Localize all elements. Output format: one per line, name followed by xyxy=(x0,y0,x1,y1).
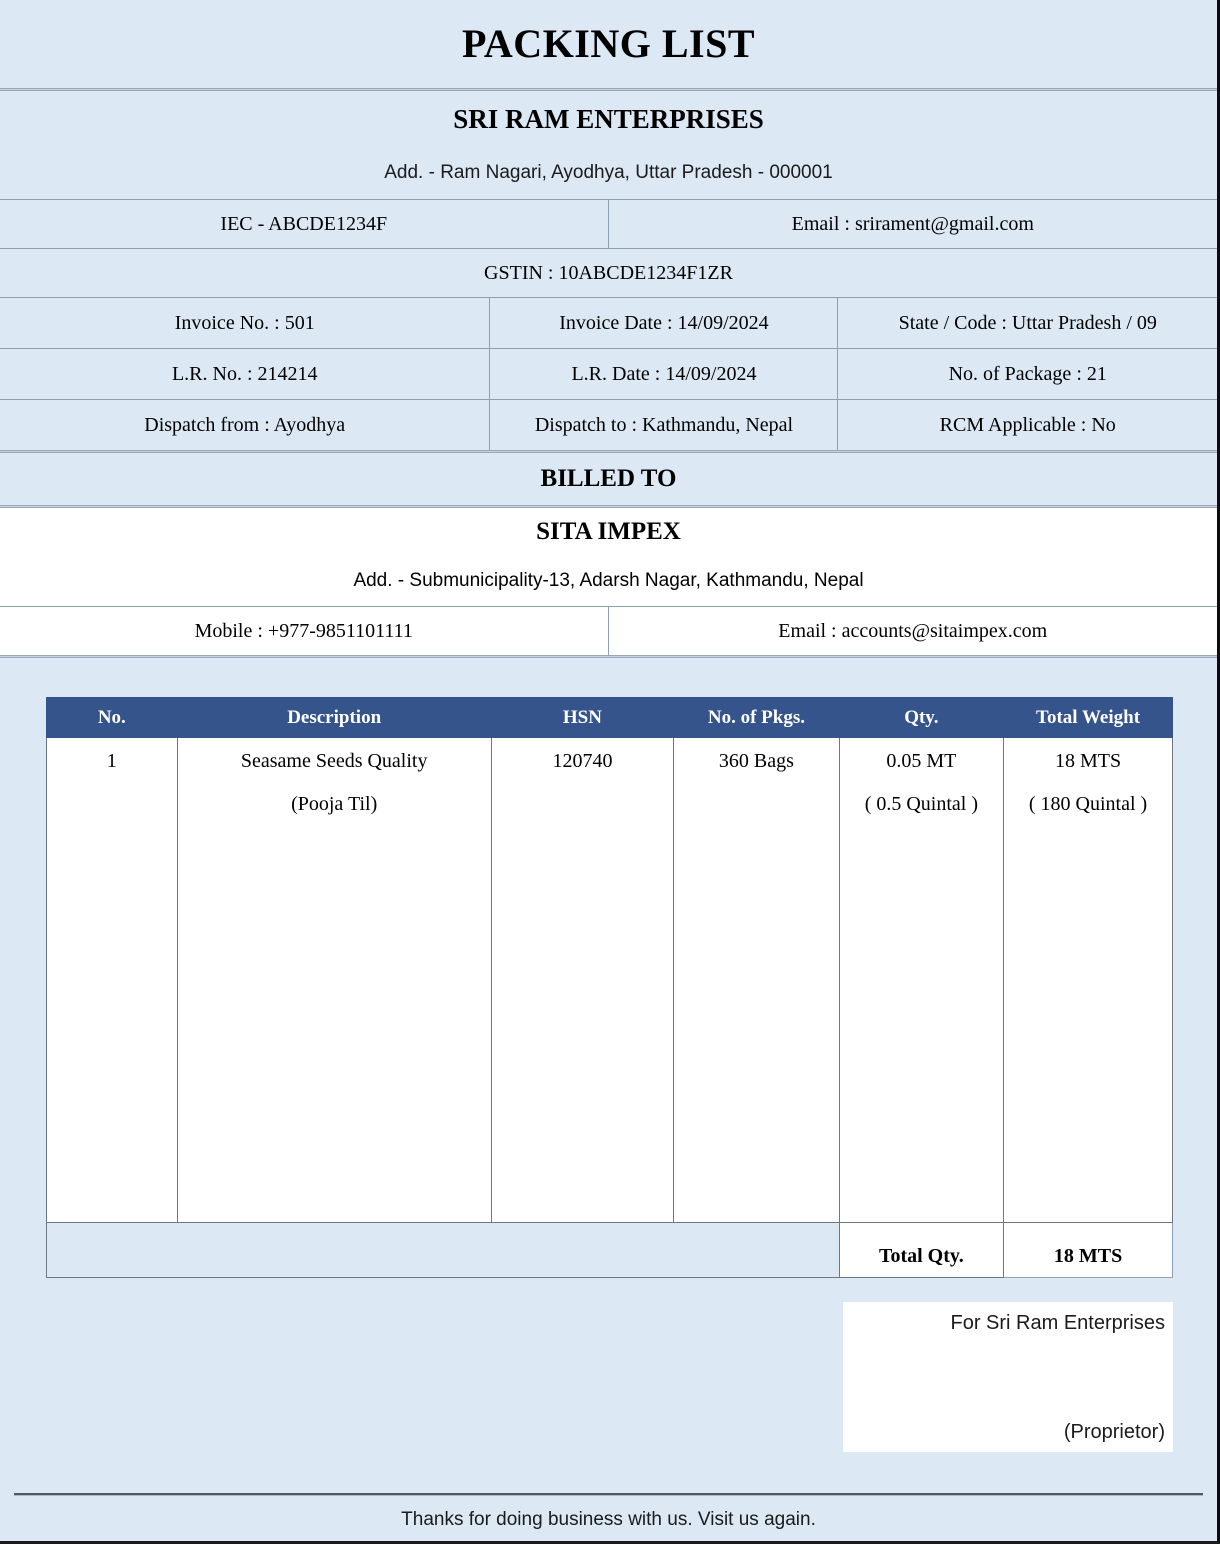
buyer-address: Add. - Submunicipality-13, Adarsh Nagar, Kathmandu, Nepal xyxy=(0,556,1217,606)
items-header-row xyxy=(47,698,1173,738)
total-blank xyxy=(47,1223,840,1278)
item-qty: 0.05 MT xyxy=(886,750,957,772)
table-row xyxy=(47,738,1173,1223)
footer-note: Thanks for doing business with us. Visit us again. xyxy=(401,1509,816,1530)
total-qty-label: Total Qty. xyxy=(839,1223,1003,1278)
cell-no: 1 xyxy=(47,738,178,1223)
seller-iec-email-row xyxy=(0,199,1217,248)
footer-divider xyxy=(14,1493,1203,1496)
seller-email: Email : srirament@gmail.com xyxy=(791,213,1034,235)
total-qty-value: 18 MTS xyxy=(1004,1223,1173,1278)
lr-date: L.R. Date : 14/09/2024 xyxy=(490,349,838,399)
seller-name: SRI RAM ENTERPRISES xyxy=(0,91,1217,147)
header-no: No. xyxy=(47,698,178,738)
lr-number: L.R. No. : 214214 xyxy=(0,349,490,399)
header-hsn: HSN xyxy=(491,698,673,738)
invoice-number: Invoice No. : 501 xyxy=(0,298,490,348)
cell-hsn: 120740 xyxy=(491,738,673,1223)
header-qty: Qty. xyxy=(839,698,1003,738)
item-description-sub: (Pooja Til) xyxy=(291,793,378,815)
seller-gstin: GSTIN : 10ABCDE1234F1ZR xyxy=(484,262,733,284)
header-total-weight: Total Weight xyxy=(1004,698,1173,738)
buyer-name: SITA IMPEX xyxy=(0,508,1217,556)
cell-pkgs: 360 Bags xyxy=(674,738,840,1223)
signature-box xyxy=(843,1302,1173,1452)
invoice-meta-row-3 xyxy=(0,399,1217,450)
number-of-packages: No. of Package : 21 xyxy=(948,363,1107,385)
item-weight: 18 MTS xyxy=(1054,750,1122,772)
total-row xyxy=(47,1223,1173,1278)
buyer-email: Email : accounts@sitaimpex.com xyxy=(609,607,1218,655)
item-description: Seasame Seeds Quality xyxy=(240,750,428,772)
dispatch-to: Dispatch to : Kathmandu, Nepal xyxy=(490,400,838,450)
header-pkgs: No. of Pkgs. xyxy=(674,698,840,738)
buyer-contact-row xyxy=(0,606,1217,655)
header-description: Description xyxy=(177,698,491,738)
items-table-body xyxy=(47,738,1173,1278)
dispatch-from: Dispatch from : Ayodhya xyxy=(0,400,490,450)
item-weight-sub: ( 180 Quintal ) xyxy=(1028,793,1148,815)
item-qty-sub: ( 0.5 Quintal ) xyxy=(864,793,979,815)
invoice-meta-row-1 xyxy=(0,297,1217,348)
signature-for-line: For Sri Ram Enterprises xyxy=(950,1312,1165,1334)
signature-role: (Proprietor) xyxy=(1063,1421,1165,1443)
items-table-container xyxy=(46,697,1173,1278)
buyer-mobile: Mobile : +977-9851101111 xyxy=(0,607,609,655)
items-table-header xyxy=(47,698,1173,738)
state-code: State / Code : Uttar Pradesh / 09 xyxy=(898,312,1157,334)
cell-weight xyxy=(1004,738,1173,1223)
page-title: PACKING LIST xyxy=(0,0,1217,88)
seller-iec: IEC - ABCDE1234F xyxy=(0,200,609,248)
invoice-date: Invoice Date : 14/09/2024 xyxy=(490,298,838,348)
invoice-meta-row-2 xyxy=(0,348,1217,399)
rcm-applicable: RCM Applicable : No xyxy=(939,414,1116,436)
seller-gstin-row xyxy=(0,248,1217,297)
items-divider xyxy=(0,655,1217,658)
cell-description xyxy=(177,738,491,1223)
billed-to-heading: BILLED TO xyxy=(0,453,1217,505)
seller-address: Add. - Ram Nagari, Ayodhya, Uttar Pradesh - 000001 xyxy=(0,147,1217,199)
items-table xyxy=(46,697,1173,1278)
cell-qty xyxy=(839,738,1003,1223)
